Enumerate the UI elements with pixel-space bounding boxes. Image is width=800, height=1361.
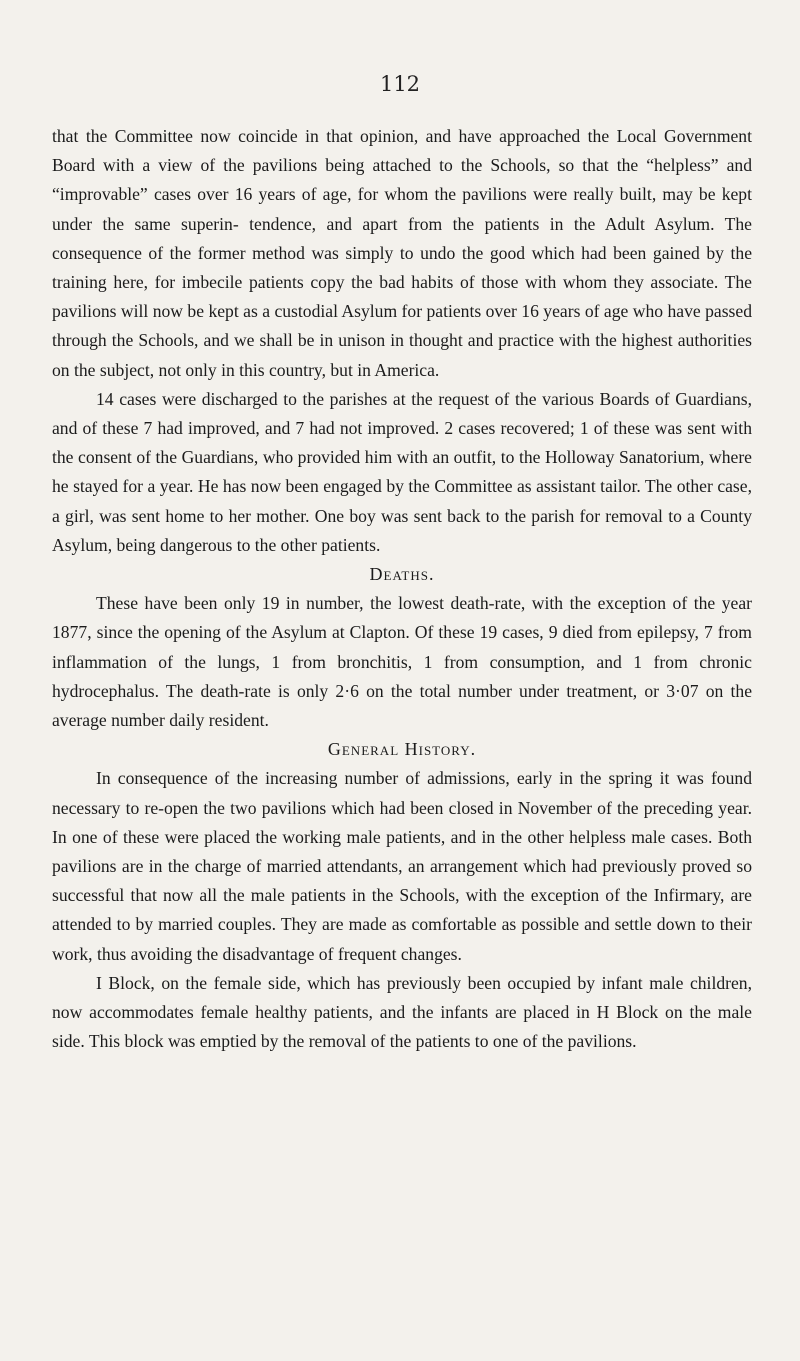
paragraph-i-block: I Block, on the female side, which has previously been occupied by infant male children, now accommodates female healthy patients, and the infants are placed in H Block on the male side. This block was emptied by the removal of the patients to one of the pavilions. xyxy=(52,972,752,1052)
heading-deaths: Deaths. xyxy=(369,564,435,585)
heading-general-history: General History. xyxy=(327,739,477,760)
paragraph-committee-opinion: that the Committee now coincide in that opinion, and have approached the Local Government Board with a view of the pavilions being attached to the Schools, so that the “helpless” and “improvable” cases over 16 years of age, for whom the pavilions were really built, may be kept under the same superin- tendence, and apart from the patients in the Adult Asylum. The consequence of the former method was simply to undo the good which had been gained by the training here, for imbecile patients copy the bad habits of those with whom they associate. The pavilions will now be kept as a custodial Asylum for patients over 16 years of age who have passed through the Schools, and we shall be in unison in thought and practice with the highest authorities on the subject, not only in this country, but in America. xyxy=(52,126,752,380)
page-number: 112 xyxy=(379,72,421,96)
body-text xyxy=(52,122,752,1057)
paragraph-deaths: These have been only 19 in number, the lowest death-rate, with the exception of the year 1877, since the opening of the Asylum at Clapton. Of these 19 cases, 9 died from epilepsy, 7 from inflammation of the lungs, 1 from bronchitis, 1 from consumption, and 1 from chronic hydrocephalus. The death-rate is only 2·6 on the total number under treatment, or 3·07 on the average number daily resident. xyxy=(52,593,752,731)
paragraph-general-history: In consequence of the increasing number of admissions, early in the spring it was found necessary to re-open the two pavilions which had been closed in November of the preceding year. In one of these were placed the working male patients, and in the other helpless male cases. Both pavilions are in the charge of married attendants, an arrangement which had previously proved so successful that now all the male patients in the Schools, with the exception of the Infirmary, are attended to by married couples. They are made as comfortable as possible and settle down to their work, thus avoiding the disadvantage of frequent changes. xyxy=(52,768,752,964)
paragraph-discharges: 14 cases were discharged to the parishes at the request of the various Boards of Guardians, and of these 7 had improved, and 7 had not improved. 2 cases recovered; 1 of these was sent with the consent of the Guardians, who provided him with an outfit, to the Holloway Sanatorium, where he stayed for a year. He has now been engaged by the Committee as assistant tailor. The other case, a girl, was sent home to her mother. One boy was sent back to the parish for removal to a County Asylum, being dangerous to the other patients. xyxy=(52,388,752,555)
